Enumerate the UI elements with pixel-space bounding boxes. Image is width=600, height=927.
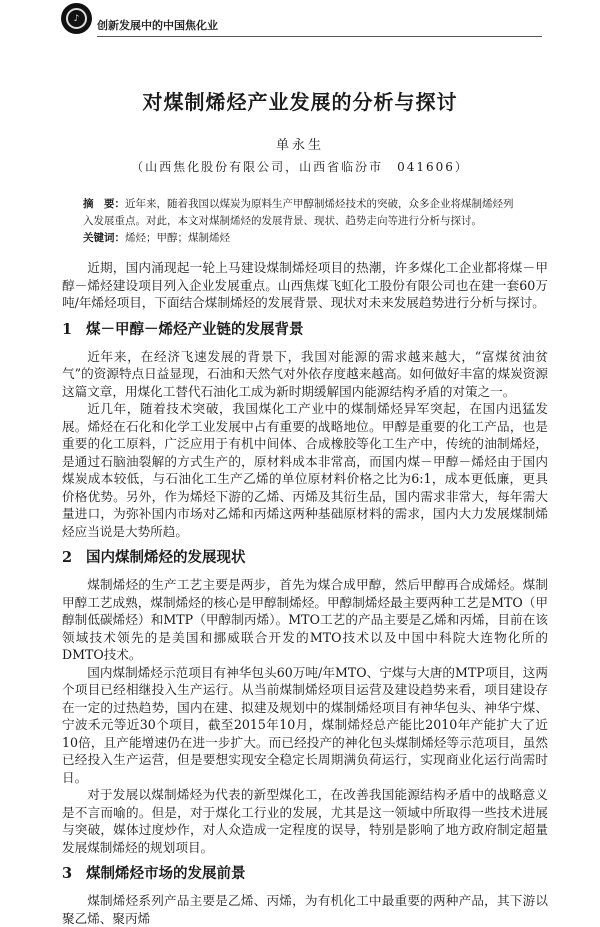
section-number: 2	[62, 549, 73, 566]
section-title: 煤制烯烃市场的发展前景	[86, 865, 246, 882]
keywords-label: 关键词：	[83, 232, 125, 244]
paragraph: 煤制烯烃的生产工艺主要是两步，首先为煤合成甲醇，然后甲醇再合成烯烃。煤制甲醇工艺成熟，煤制烯烃的核心是甲醇制烯烃。甲醇制烯烃最主要两种工艺是MTO（甲醇制低碳烯烃）和MTP（甲醇制丙烯）。MTO工艺的产品主要是乙烯和丙烯，目前在该领域技术领先的是美国和挪威联合开发的MTO技术以及中国中科院大连物化所的DMTO技术。	[62, 577, 548, 662]
section-heading	[62, 548, 548, 568]
paper-title: 对煤制烯烃产业发展的分析与探讨	[142, 90, 458, 114]
paragraph: 国内煤制烯烃示范项目有神华包头60万吨/年MTO、宁煤与大唐的MTP项目，这两个项目已经相继投入生产运行。从当前煤制烯烃项目运营及建设趋势来看，项目建设存在一定的过热趋势，国内在建、拟建及规划中的煤制烯烃项目有神华包头、神华宁煤、宁波禾元等近30个项目，截至2015年10月，煤制烯烃总产能比2010年产能扩大了近10倍，且产能增速仍在进一步扩大。而已经投产的神化包头煤制烯烃等示范项目，虽然已经投入生产运营，但是要想实现安全稳定长周期满负荷运行，实现商业化运行尚需时日。	[62, 664, 548, 785]
running-header: 创新发展中的中国焦化业	[97, 19, 218, 32]
section-heading	[62, 320, 548, 340]
section-number: 1	[62, 320, 73, 338]
abstract-label: 摘 要：	[83, 198, 125, 210]
paragraph: 近几年，随着技术突破，我国煤化工产业中的煤制烯烃异军突起，在国内迅猛发展。烯烃在石化和化学工业发展中占有重要的战略地位。甲醇是重要的化工产品，也是重要的化工原料，广泛应用于有机中间体、合成橡胶等化工生产中，传统的油制烯烃，是通过石脑油裂解的方式生产的，原材料成本非常高，而国内煤－甲醇－烯烃由于国内煤炭成本较低，与石油化工生产乙烯的单位原材料价格之比为6:1，成本更低廉，更具价格优势。另外，作为烯烃下游的乙烯、丙烯及其衍生品，国内需求非常大，每年需大量进口，为弥补国内市场对乙烯和丙烯这两种基础原材料的需求，国内大力发展煤制烯烃应当说是大势所趋。	[62, 401, 548, 539]
section-title: 煤－甲醇－烯烃产业链的发展背景	[86, 320, 304, 338]
section-title: 国内煤制烯烃的发展现状	[86, 549, 246, 566]
author: 单永生	[275, 138, 324, 153]
paragraph: 对于发展以煤制烯烃为代表的新型煤化工，在改善我国能源结构矛盾中的战略意义是不言而喻的。但是，对于煤化工行业的发展，尤其是这一领域中所取得一些技术进展与突破，媒体过度炒作，对人众造成一定程度的误导，特别是影响了地方政府制定超量发展煤制烯烃的规划项目。	[62, 787, 548, 855]
paragraph: 煤制烯烃系列产品主要是乙烯、丙烯，为有机化工中最重要的两种产品，其下游以聚乙烯、聚丙烯	[62, 893, 548, 926]
keywords-value: 烯烃；甲醇；煤制烯烃	[125, 232, 230, 244]
header-rule	[97, 36, 542, 37]
abstract-text	[83, 196, 523, 230]
abstract-body: 近年来，随着我国以煤炭为原料生产甲醇制烯烃技术的突破，众多企业将煤制烯烃列入发展重点。对此，本文对煤制烯烃的发展背景、现状、趋势走向等进行分析与探讨。	[83, 198, 514, 227]
intro-paragraph: 近期，国内涌现起一轮上马建设煤制烯烃项目的热潮，许多煤化工企业都将煤－甲醇－烯烃建设项目列入企业发展重点。山西焦煤飞虹化工股份有限公司也在建一套60万吨/年烯烃项目，下面结合煤制烯烃的发展背景、现状对未来发展趋势进行分析与探讨。	[62, 260, 548, 310]
section-number: 3	[62, 865, 73, 882]
article-body	[62, 259, 548, 927]
abstract	[83, 196, 523, 247]
paragraph: 近年来，在经济飞速发展的背景下，我国对能源的需求越来越大，“富煤贫油贫气”的资源特点日益显现，石油和天然气对外依存度越来越高。如何做好丰富的煤炭资源这篇文章，用煤化工替代石油化工成为新时期缓解国内能源结构矛盾的对策之一。	[62, 348, 548, 399]
journal-logo: ♪	[61, 3, 92, 34]
keywords	[83, 230, 523, 247]
section-heading	[62, 864, 548, 884]
affiliation: （山西焦化股份有限公司，山西省临汾市 041606）	[131, 160, 469, 174]
